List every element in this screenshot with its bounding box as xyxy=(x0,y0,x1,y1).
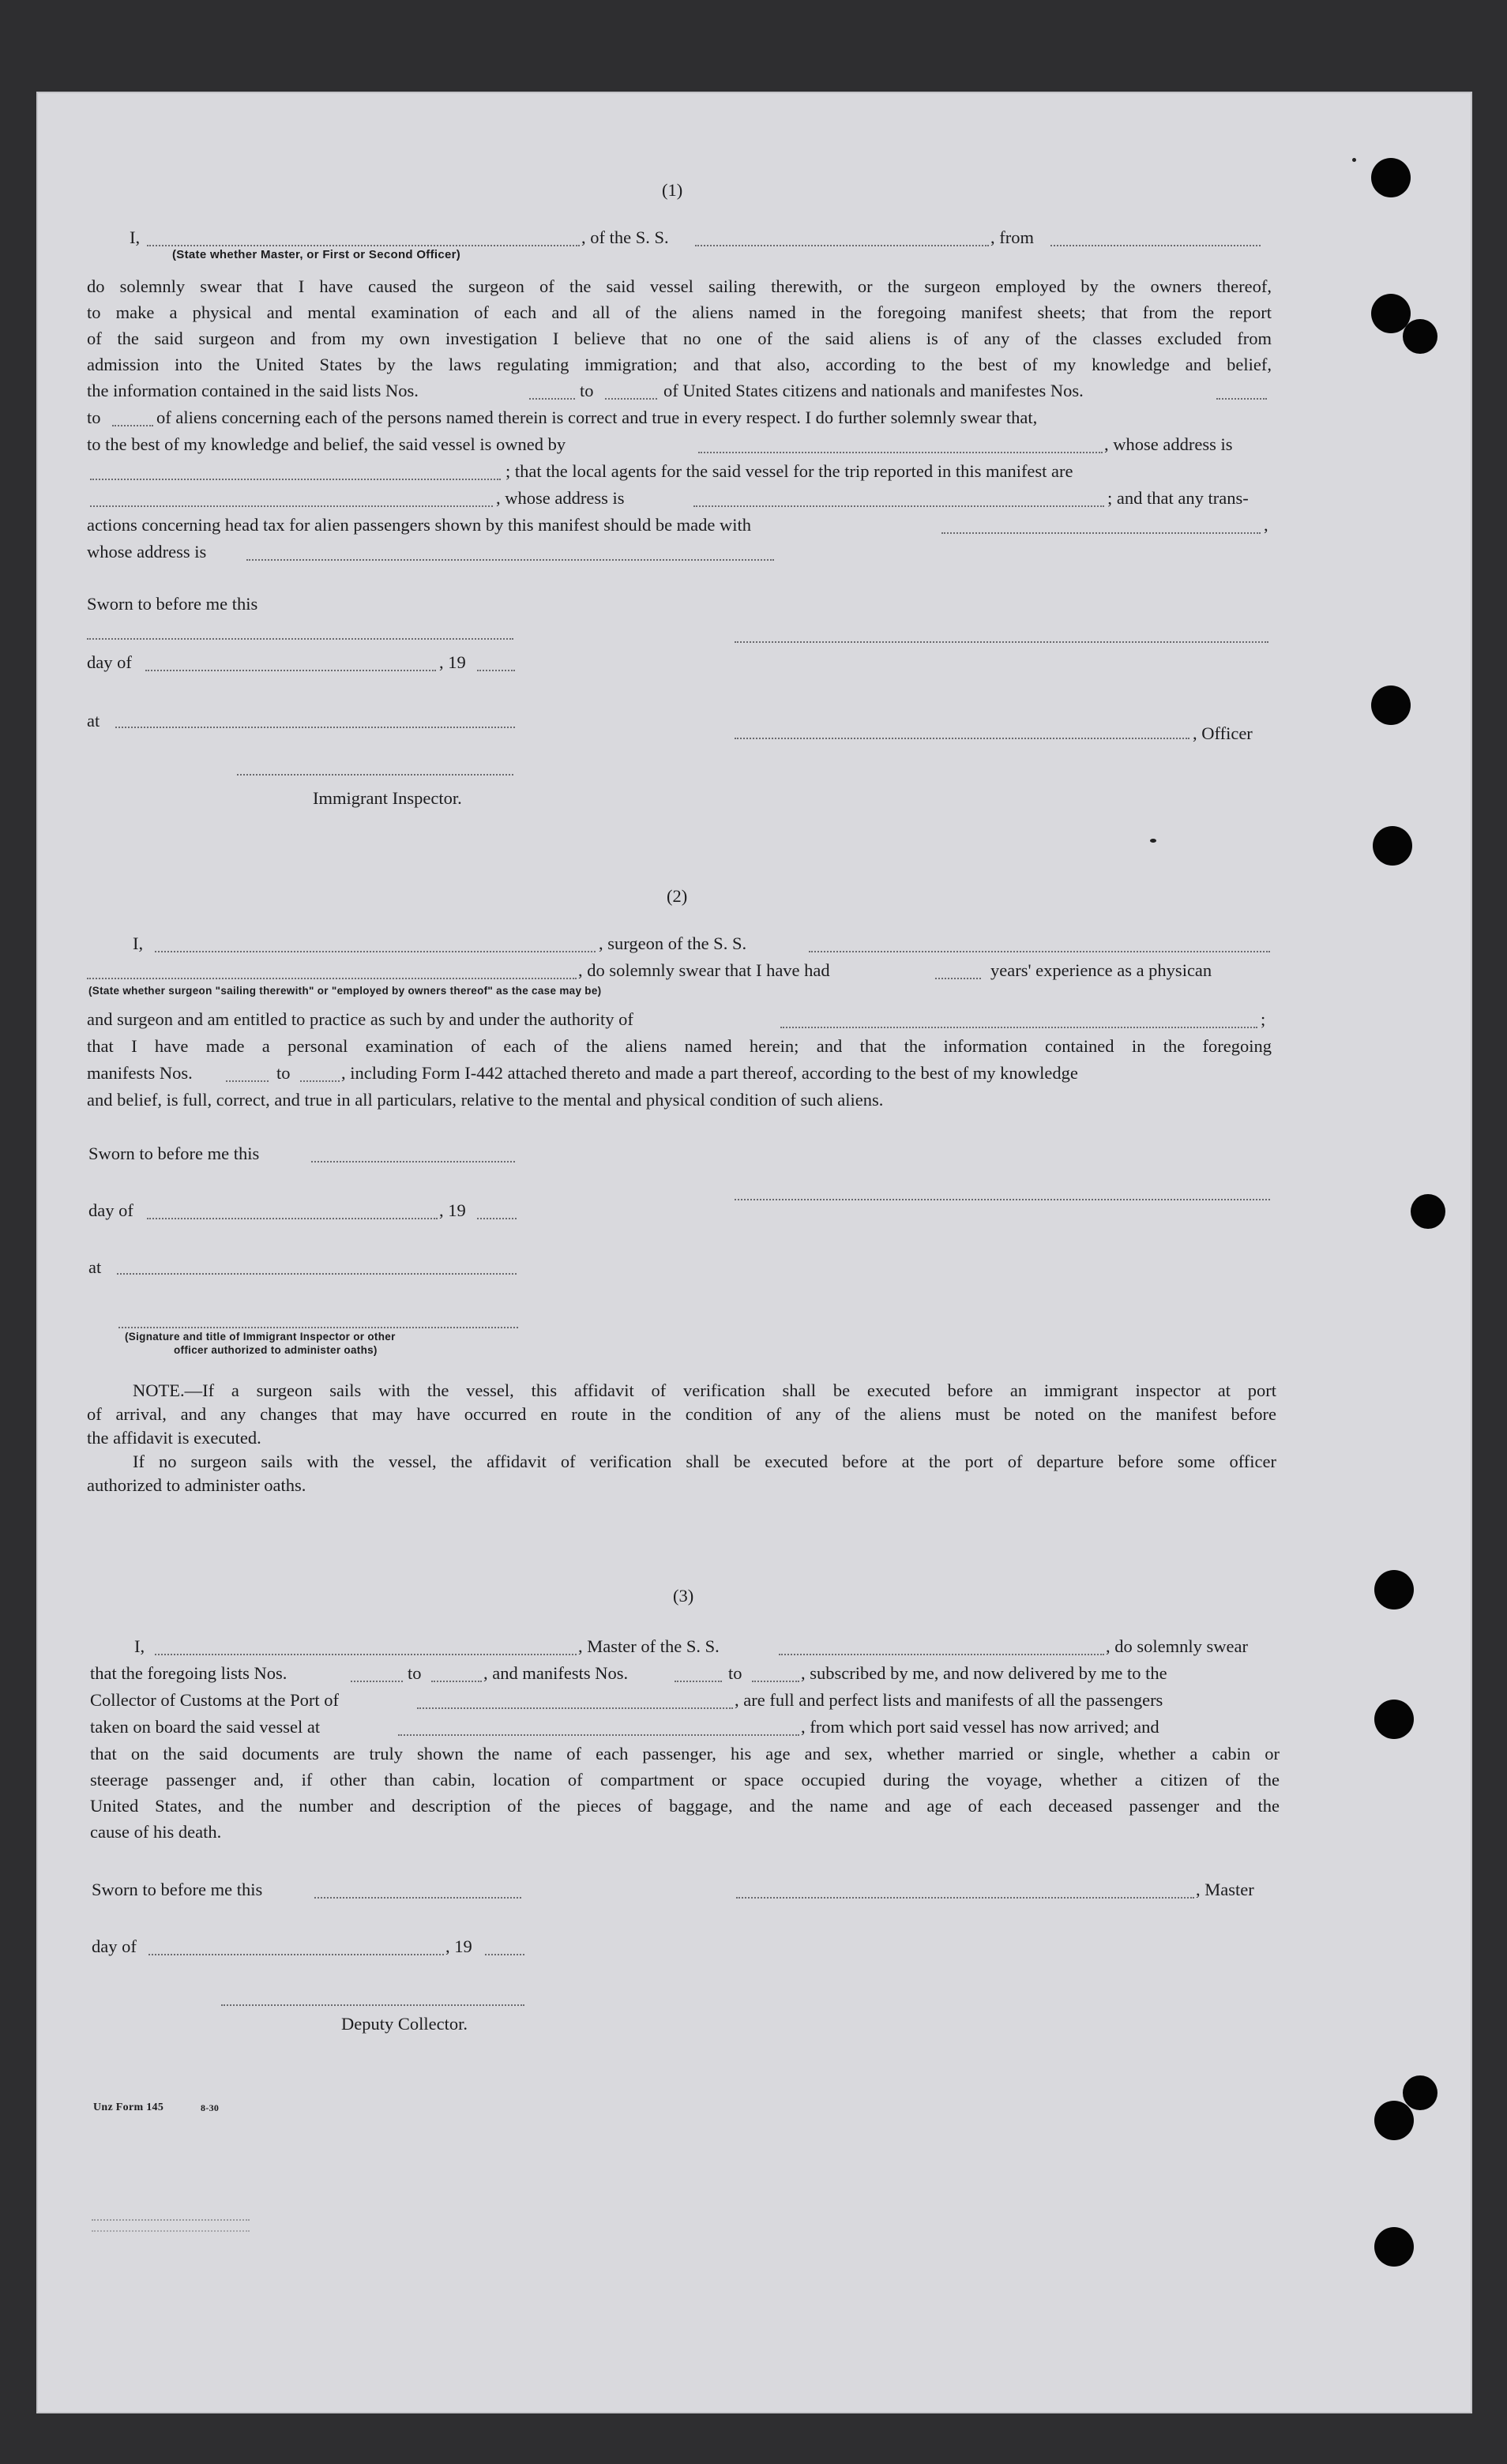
s1-state-note: (State whether Master, or First or Second Officer) xyxy=(172,248,461,261)
s2-note-line-2: of arrival, and any changes that may have occurred en route in the condition of any of the aliens must be noted on the manifest before xyxy=(87,1404,1276,1424)
faint-footer-line xyxy=(92,2230,250,2232)
s2-surgeon-signature-field[interactable] xyxy=(735,1199,1270,1200)
s3-line-5: that on the said documents are truly shown the name of each passenger, his age and sex, whether married or single, whether a cabin or xyxy=(90,1744,1280,1763)
s1-at-label: at xyxy=(87,711,100,731)
s2-state-note: (State whether surgeon "sailing therewith" or "employed by owners thereof" as the case may be) xyxy=(88,985,602,997)
s1-headtax-address-field[interactable] xyxy=(246,559,774,561)
s3-line-2c: , and manifests Nos. xyxy=(483,1663,629,1683)
s1-agents-address-field[interactable] xyxy=(693,505,1104,507)
s1-line-8a: ; that the local agents for the said vessel for the trip reported in this manifest are xyxy=(505,461,1073,481)
s3-port-field[interactable] xyxy=(417,1707,733,1709)
s3-master-label: , Master xyxy=(1196,1880,1254,1899)
s3-sworn-label: Sworn to before me this xyxy=(92,1880,263,1899)
s1-line-6b: of aliens concerning each of the persons named therein is correct and true in every respect. I do further solemnly swear that, xyxy=(156,408,1038,427)
s2-years-field[interactable] xyxy=(935,978,981,979)
s3-line-8: cause of his death. xyxy=(90,1822,222,1842)
s3-master-of: , Master of the S. S. xyxy=(578,1636,720,1656)
s2-inspector-signature-field[interactable] xyxy=(118,1327,518,1328)
s2-line-4: that I have made a personal examination of each of the aliens named herein; and that the information contained in the foregoing xyxy=(87,1036,1272,1056)
punch-hole xyxy=(1374,1570,1414,1609)
s1-line-11a: whose address is xyxy=(87,542,207,562)
s3-departure-port-field[interactable] xyxy=(398,1734,799,1736)
s1-list-from-field[interactable] xyxy=(529,398,575,400)
s3-master-name-field[interactable] xyxy=(155,1654,577,1655)
s1-line-7a: to the best of my knowledge and belief, the said vessel is owned by xyxy=(87,434,566,454)
punch-hole xyxy=(1374,2227,1414,2267)
s2-day-of-field[interactable] xyxy=(147,1218,438,1219)
s3-master-signature-field[interactable] xyxy=(736,1897,1194,1899)
s2-vessel-name-field[interactable] xyxy=(809,951,1270,952)
s2-surgeon-of: , surgeon of the S. S. xyxy=(599,933,747,953)
s3-line-3a: Collector of Customs at the Port of xyxy=(90,1690,339,1710)
s2-note-line-3: the affidavit is executed. xyxy=(87,1428,261,1448)
s1-manifest-to-field[interactable] xyxy=(112,425,153,426)
s3-year-field[interactable] xyxy=(485,1954,524,1955)
s2-line-5c: , including Form I-442 attached thereto and made a part thereof, according to the best of my knowledge xyxy=(341,1063,1078,1083)
s3-deputy-label: Deputy Collector. xyxy=(341,2014,468,2034)
s1-from-port-field[interactable] xyxy=(1050,245,1261,246)
s1-inspector-signature-field[interactable] xyxy=(237,774,513,776)
s2-year-field[interactable] xyxy=(477,1218,517,1219)
s3-sworn-field[interactable] xyxy=(314,1897,521,1899)
s2-sworn-label: Sworn to before me this xyxy=(88,1144,260,1163)
punch-hole xyxy=(1373,826,1412,866)
s2-note-paragraph xyxy=(87,1379,1276,1497)
s3-manifest-to-field[interactable] xyxy=(752,1681,799,1682)
s2-manifest-to-field[interactable] xyxy=(300,1080,340,1082)
s1-line-9b: ; and that any trans- xyxy=(1107,488,1249,508)
punch-hole xyxy=(1411,1194,1445,1229)
s2-sworn-field[interactable] xyxy=(311,1161,515,1163)
s1-line-4: admission into the United States by the laws regulating immigration; and that also, according to the best of my knowledge and belief, xyxy=(87,355,1272,374)
s1-list-to-field[interactable] xyxy=(605,398,657,400)
s1-line-10b: , xyxy=(1264,515,1268,535)
s1-agents-field[interactable] xyxy=(90,505,493,507)
s2-at-label: at xyxy=(88,1257,102,1277)
s1-sworn-line[interactable] xyxy=(87,638,513,640)
s1-owner-field[interactable] xyxy=(698,452,1103,453)
s2-surgeon-name-field[interactable] xyxy=(155,951,596,952)
punch-hole xyxy=(1403,319,1437,354)
s3-line-2a: that the foregoing lists Nos. xyxy=(90,1663,287,1683)
s2-sig-note-1: (Signature and title of Immigrant Inspector or other xyxy=(125,1331,396,1343)
s3-line-4b: , from which port said vessel has now arrived; and xyxy=(801,1717,1159,1737)
s1-owner-address-field[interactable] xyxy=(90,479,501,480)
punch-hole xyxy=(1371,685,1411,725)
speck xyxy=(1352,158,1356,162)
s1-of-ss: , of the S. S. xyxy=(581,227,669,247)
s1-oath-paragraph xyxy=(87,273,1272,377)
s2-line-4-wrap xyxy=(87,1033,1272,1059)
s1-inspector-label: Immigrant Inspector. xyxy=(313,788,462,808)
punch-hole xyxy=(1374,2101,1414,2140)
s1-headtax-contact-field[interactable] xyxy=(941,532,1261,534)
s1-officer-signature-line-upper[interactable] xyxy=(735,641,1268,643)
s2-sig-note-2: officer authorized to administer oaths) xyxy=(174,1344,378,1356)
s3-line-3b: , are full and perfect lists and manifests of all the passengers xyxy=(735,1690,1163,1710)
s3-list-to-field[interactable] xyxy=(431,1681,482,1682)
s2-note-line-1: NOTE.—If a surgeon sails with the vessel, this affidavit of verification shall be executed before an immigrant inspector at port xyxy=(133,1380,1276,1400)
s2-i-label: I, xyxy=(133,933,144,953)
s1-year-label: , 19 xyxy=(439,652,466,672)
s3-oath-paragraph xyxy=(90,1741,1280,1845)
s1-line-10a: actions concerning head tax for alien passengers shown by this manifest should be made with xyxy=(87,515,752,535)
s3-year-label: , 19 xyxy=(445,1936,472,1956)
s3-day-of-field[interactable] xyxy=(148,1954,444,1955)
s1-day-of-field[interactable] xyxy=(145,670,436,671)
s2-swear-b: years' experience as a physican xyxy=(990,960,1212,980)
speck xyxy=(1150,839,1156,843)
s1-line-3: of the said surgeon and from my own investigation I believe that no one of the said aliens is of any of the classes excluded from xyxy=(87,329,1272,348)
s3-deputy-signature-field[interactable] xyxy=(221,2004,524,2006)
s2-day-of-label: day of xyxy=(88,1200,133,1220)
s2-year-label: , 19 xyxy=(439,1200,466,1220)
s3-line-2d: to xyxy=(728,1663,742,1683)
s2-note2-line-2: authorized to administer oaths. xyxy=(87,1475,306,1495)
s3-manifest-from-field[interactable] xyxy=(675,1681,722,1682)
s2-line-3b: ; xyxy=(1261,1009,1266,1029)
s3-line-2b: to xyxy=(408,1663,422,1683)
s2-manifest-from-field[interactable] xyxy=(226,1080,269,1082)
s2-line-6: and belief, is full, correct, and true in all particulars, relative to the mental and physical condition of such aliens. xyxy=(87,1090,884,1110)
section-1-number: (1) xyxy=(662,180,683,200)
punch-hole xyxy=(1374,1700,1414,1739)
s3-line-7: United States, and the number and description of the pieces of baggage, and the name and age of each deceased passenger and the xyxy=(90,1796,1280,1816)
s1-vessel-name-field[interactable] xyxy=(695,245,989,246)
s2-at-field[interactable] xyxy=(117,1273,517,1275)
form-date: 8-30 xyxy=(201,2102,220,2113)
s1-line-5c: of United States citizens and nationals and manifestes Nos. xyxy=(663,381,1084,400)
s3-day-of-label: day of xyxy=(92,1936,137,1956)
faint-footer-line xyxy=(92,2219,250,2221)
section-2-number: (2) xyxy=(667,886,688,906)
s1-line-9a: , whose address is xyxy=(496,488,625,508)
s1-manifest-from-field[interactable] xyxy=(1216,398,1267,400)
s2-line-3a: and surgeon and am entitled to practice as such by and under the authority of xyxy=(87,1009,633,1029)
s3-vessel-name-field[interactable] xyxy=(779,1654,1104,1655)
punch-hole xyxy=(1403,2075,1437,2110)
s3-swear: , do solemnly swear xyxy=(1106,1636,1248,1656)
s1-line-1: do solemnly swear that I have caused the surgeon of the said vessel sailing therewith, or the surgeon employed by the owners thereof, xyxy=(87,276,1272,296)
s3-line-6: steerage passenger and, if other than cabin, location of compartment or space occupied during the voyage, whether a citizen of the xyxy=(90,1770,1280,1790)
section-3-number: (3) xyxy=(673,1586,694,1606)
s1-line-5b: to xyxy=(580,381,594,400)
s1-year-field[interactable] xyxy=(477,670,515,671)
punch-hole xyxy=(1371,158,1411,197)
form-id: Unz Form 145 xyxy=(93,2102,164,2113)
s2-authority-field[interactable] xyxy=(780,1027,1257,1028)
s2-swear-a: , do solemnly swear that I have had xyxy=(578,960,830,980)
s2-line-5b: to xyxy=(276,1063,291,1083)
s3-line-4a: taken on board the said vessel at xyxy=(90,1717,321,1737)
s1-line-2: to make a physical and mental examination of each and all of the aliens named in the foregoing manifest sheets; that from the report xyxy=(87,302,1272,322)
s1-i-label: I, xyxy=(130,227,141,247)
s3-i-label: I, xyxy=(134,1636,145,1656)
s1-line-6a: to xyxy=(87,408,101,427)
s1-line-7b: , whose address is xyxy=(1104,434,1233,454)
s2-line-5a: manifests Nos. xyxy=(87,1063,193,1083)
s1-line-5a: the information contained in the said lists Nos. xyxy=(87,381,419,400)
s2-note2-line-1: If no surgeon sails with the vessel, the affidavit of verification shall be executed before at the port of departure before some officer xyxy=(133,1452,1276,1471)
s1-at-field[interactable] xyxy=(115,727,515,728)
s3-line-2e: , subscribed by me, and now delivered by me to the xyxy=(801,1663,1167,1683)
s1-officer-label: , Officer xyxy=(1193,723,1253,743)
s1-sworn-label: Sworn to before me this xyxy=(87,594,258,614)
s3-list-from-field[interactable] xyxy=(351,1681,403,1682)
s1-officer-signature-field[interactable] xyxy=(735,738,1189,739)
s1-day-of-label: day of xyxy=(87,652,132,672)
s1-from: , from xyxy=(990,227,1034,247)
